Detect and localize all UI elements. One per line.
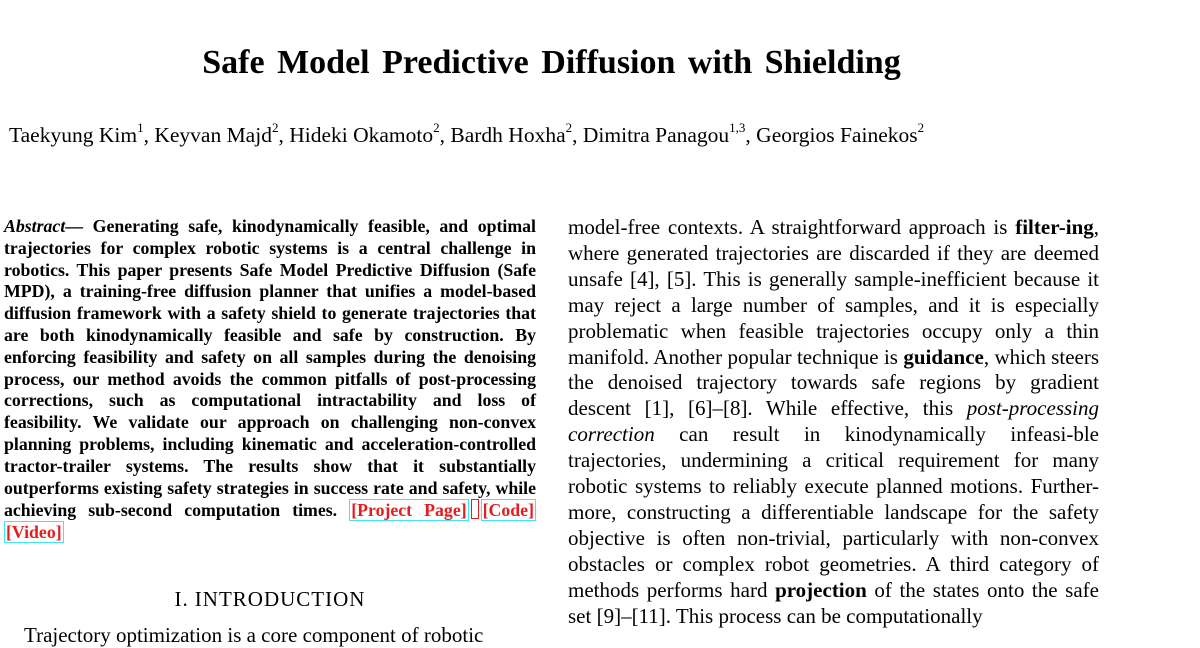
author-name: Keyvan Majd [154, 123, 272, 148]
author-name: Taekyung Kim [9, 123, 138, 148]
right-column-text [568, 215, 1099, 630]
abstract-label: Abstract [4, 216, 66, 236]
body-text: , which steers the denoised trajectory towards safe regions by gradient descent [1], [6]–[8]. While effective, this [568, 344, 1099, 421]
body-text: of the states onto the safe set [9]–[11]. This process can be computationally [568, 577, 1099, 628]
section-title: INTRODUCTION [194, 587, 366, 611]
affiliation-mark: 1,3 [729, 120, 746, 135]
code-link[interactable]: [Code] [482, 500, 534, 521]
paper-title: Safe Model Predictive Diffusion with Shielding [202, 44, 901, 81]
author-name: Georgios Fainekos [756, 123, 918, 148]
affiliation-mark: 2 [565, 120, 573, 135]
author-name: Hideki Okamoto [289, 123, 434, 148]
link-separator-box [471, 499, 479, 519]
author-name: Dimitra Panagou [582, 123, 730, 148]
body-text: , where generated trajectories are discarded if they are deemed unsafe [4], [5]. This is generally sample-inefficient because it may reject a large number of samples, and it is especially problematic when feasible trajectories occupy only a thin manifold. Another popular technique is [568, 215, 1099, 369]
video-link[interactable]: [Video] [6, 522, 62, 543]
affiliation-mark: 1 [137, 120, 144, 135]
intro-paragraph: Trajectory optimization is a core component of robotic [24, 623, 484, 647]
term-guidance: guidance [903, 344, 984, 369]
abstract-text: Generating safe, kinodynamically feasible, and optimal trajectories for complex robotic systems is a central challenge in robotics. This paper presents Safe Model Predictive Diffusion (Safe MPD), a training-free diffusion planner that unifies a model-based diffusion framework with a safety shield to generate trajectories that are both kinodynamically feasible and safe by construction. By enforcing feasibility and safety on all samples during the denoising process, our method avoids the common pitfalls of post-processing corrections, such as computational intractability and loss of feasibility. We validate our approach on challenging non-convex planning problems, including kinematic and acceleration-controlled tractor-trailer systems. The results show that it substantially outperforms existing safety strategies in success rate and safety, while achieving sub-second computation times. [4, 216, 536, 521]
affiliation-mark: 2 [271, 120, 279, 135]
affiliation-mark: 2 [917, 120, 925, 135]
term-post-processing: post-processing correction [568, 396, 1099, 447]
body-text: model-free contexts. A straightforward approach is [568, 215, 1016, 239]
abstract [4, 216, 536, 544]
term-filtering: filter-ing [1015, 215, 1094, 239]
section-number: I. [174, 587, 189, 611]
section-heading [0, 587, 540, 612]
project-page-link[interactable]: [Project Page] [351, 500, 467, 521]
author-name: Bardh Hoxha [450, 123, 566, 148]
term-projection: projection [775, 577, 867, 602]
abstract-dash: — [65, 216, 84, 236]
author-list: Taekyung Kim$^1$, Keyvan Majd$^2$, Hideki Okamoto$^2$, Bardh Hoxha$^2$, Dimitra Panagou$^{1,3}$, Georgios Fainekos$^2$ [9, 120, 925, 148]
affiliation-mark: 2 [433, 120, 440, 135]
body-text: can result in kinodynamically infeasi-ble trajectories, undermining a critical requirement for many robotic systems to reliably execute planned motions. Further-more, constructing a differentiable landscape for the safety objective is often non-trivial, particularly with non-convex obstacles or complex robot geometries. A third category of methods performs hard [568, 422, 1099, 602]
